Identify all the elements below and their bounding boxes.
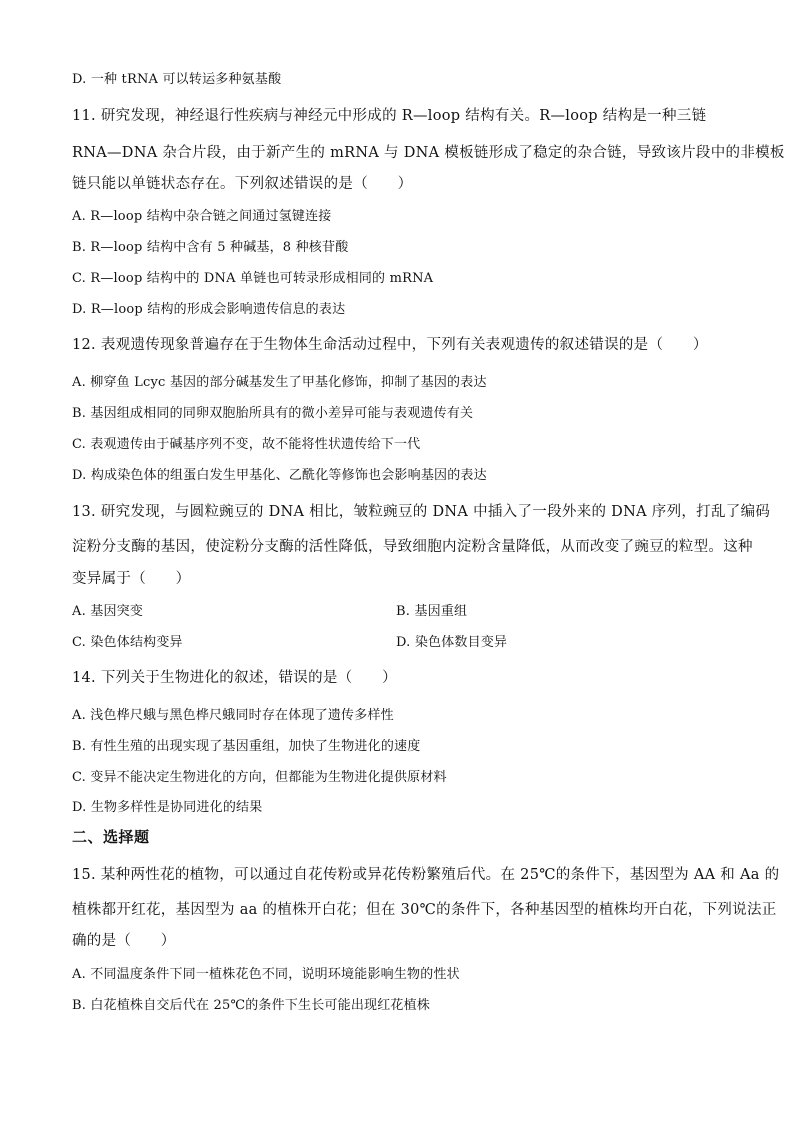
q11-stem-line-3: 链只能以单链状态存在。下列叙述错误的是（ ） [72, 176, 413, 192]
q14-option-b: B. 有性生殖的出现实现了基因重组，加快了生物进化的速度 [72, 739, 421, 754]
q15-stem-line-3: 确的是（ ） [72, 933, 176, 949]
q10-option-d: D. 一种 tRNA 可以转运多种氨基酸 [72, 72, 282, 87]
q14-option-d: D. 生物多样性是协同进化的结果 [72, 800, 263, 815]
q12-option-b: B. 基因组成相同的同卵双胞胎所具有的微小差异可能与表观遗传有关 [72, 406, 474, 421]
q12-option-d: D. 构成染色体的组蛋白发生甲基化、乙酰化等修饰也会影响基因的表达 [72, 468, 487, 483]
q12-option-a: A. 柳穿鱼 Lcyc 基因的部分碱基发生了甲基化修饰，抑制了基因的表达 [72, 375, 487, 390]
q13-stem-line-2: 淀粉分支酶的基因，使淀粉分支酶的活性降低，导致细胞内淀粉含量降低，从而改变了豌豆的粒型。这种 [72, 539, 753, 555]
q15-stem-line-1: 15. 某种两性花的植物，可以通过自花传粉或异花传粉繁殖后代。在 25℃的条件下，基因型为 AA 和 Aa 的 [72, 867, 780, 883]
q13-stem-line-1: 13. 研究发现，与圆粒豌豆的 DNA 相比，皱粒豌豆的 DNA 中插入了一段外来的 DNA 序列，打乱了编码 [72, 504, 771, 520]
q13-option-a: A. 基因突变 [72, 604, 144, 619]
q15-option-b: B. 白花植株自交后代在 25℃的条件下生长可能出现红花植株 [72, 998, 431, 1013]
q11-stem-line-2: RNA—DNA 杂合片段，由于新产生的 mRNA 与 DNA 模板链形成了稳定的杂合链，导致该片段中的非模板 [72, 145, 785, 161]
q15-option-a: A. 不同温度条件下同一植株花色不同，说明环境能影响生物的性状 [72, 967, 460, 982]
q13-option-d: D. 染色体数目变异 [396, 635, 508, 650]
q11-stem-line-1: 11. 研究发现，神经退行性疾病与神经元中形成的 R—loop 结构有关。R—loop 结构是一种三链 [72, 108, 707, 124]
q11-option-a: A. R—loop 结构中杂合链之间通过氢键连接 [72, 209, 332, 224]
q13-stem-line-3: 变异属于（ ） [72, 571, 191, 587]
section-heading: 二、选择题 [72, 828, 150, 846]
q11-option-d: D. R—loop 结构的形成会影响遗传信息的表达 [72, 302, 346, 317]
q14-option-c: C. 变异不能决定生物进化的方向，但都能为生物进化提供原材料 [72, 770, 447, 785]
q12-stem-line-1: 12. 表观遗传现象普遍存在于生物体生命活动过程中，下列有关表观遗传的叙述错误的是（ ） [72, 337, 708, 353]
q14-stem-line-1: 14. 下列关于生物进化的叙述，错误的是（ ） [72, 670, 397, 686]
q12-option-c: C. 表观遗传由于碱基序列不变，故不能将性状遗传给下一代 [72, 437, 421, 452]
q11-option-b: B. R—loop 结构中含有 5 种碱基，8 种核苷酸 [72, 240, 349, 255]
q13-option-c: C. 染色体结构变异 [72, 635, 183, 650]
q13-option-b: B. 基因重组 [396, 604, 468, 619]
q15-stem-line-2: 植株都开红花，基因型为 aa 的植株开白花；但在 30℃的条件下，各种基因型的植株均开白花，下列说法正 [72, 902, 777, 918]
q11-option-c: C. R—loop 结构中的 DNA 单链也可转录形成相同的 mRNA [72, 271, 434, 286]
q14-option-a: A. 浅色桦尺蛾与黑色桦尺蛾同时存在体现了遗传多样性 [72, 708, 394, 723]
